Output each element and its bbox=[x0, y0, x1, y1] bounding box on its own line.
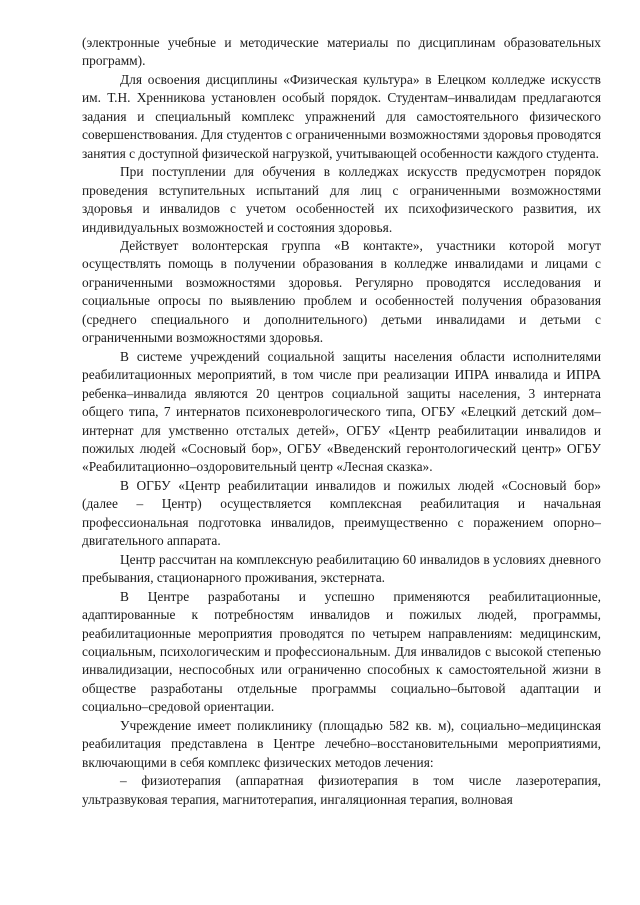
paragraph-social-protection: В системе учреждений социальной защиты населения области исполнителями реабилитационных мероприятий, в том числе при реализации ИПРА инвалида и ИПРА ребенка–инвалида являются 20 центров социальной защиты населения, 3 интерната общего типа, 7 интернатов психоневрологического типа, ОГБУ «Елецкий детский дом–интернат для умственно отсталых детей», ОГБУ «Центр реабилитации инвалидов и пожилых людей «Сосновый бор», ОГБУ «Введенский геронтологический центр» ОГБУ «Реабилитационно–оздоровительный центр «Лесная сказка». bbox=[82, 348, 601, 475]
paragraph-physical-culture: Для освоения дисциплины «Физическая культура» в Елецком колледже искусств им. Т.Н. Хренникова установлен особый порядок. Студентам–инвалидам предлагаются задания и специальный комплекс упражнений для самостоятельного физического совершенствования. Для студентов с ограниченными возможностями здоровья проводятся занятия с доступной физической нагрузкой, учитывающей особенности каждого студента. bbox=[82, 71, 601, 161]
paragraph-volunteer-group: Действует волонтерская группа «В контакте», участники которой могут осуществлять помощь в получении образования в колледже инвалидами и лицами с ограниченными возможностями здоровья. Регулярно проводятся исследования и социальные опросы по выявлению проблем и особенностей получения образования (среднего специального и дополнительного) детьми инвалидами и детьми с ограниченными возможностями здоровья. bbox=[82, 237, 601, 346]
paragraph-programs: В Центре разработаны и успешно применяются реабилитационные, адаптированные к потребностям инвалидов и пожилых людей, программы, реабилитационные мероприятия проводятся по четырем направлениям: медицинским, социальным, психологическим и профессиональным. Для инвалидов с высокой степенью инвалидизации, неспособных или ограниченно способных к самостоятельной жизни в обществе разработаны отдельные программы социально–бытовой адаптации и социально–средовой ориентации. bbox=[82, 588, 601, 715]
paragraph-continuation: (электронные учебные и методические материалы по дисциплинам образовательных программ). bbox=[82, 35, 601, 69]
paragraph-polyclinic: Учреждение имеет поликлинику (площадью 582 кв. м), социально–медицинская реабилитация представлена в Центре лечебно–восстановительными мероприятиями, включающими в себя комплекс физических методов лечения: bbox=[82, 717, 601, 770]
paragraph-admission: При поступлении для обучения в колледжах искусств предусмотрен порядок проведения вступительных испытаний для лиц с ограниченными возможностями здоровья и инвалидов с учетом особенностей их психофизического развития, их индивидуальных возможностей и состояния здоровья. bbox=[82, 164, 601, 235]
paragraph-physiotherapy: – физиотерапия (аппаратная физиотерапия в том числе лазеротерапия, ультразвуковая терапия, магнитотерапия, ингаляционная терапия, волновая bbox=[82, 773, 601, 807]
paragraph-sosnovy-bor: В ОГБУ «Центр реабилитации инвалидов и пожилых людей «Сосновый бор» (далее – Центр) осуществляется комплексная реабилитация и начальная профессиональная подготовка инвалидов, преимущественно с поражением опорно–двигательного аппарата. bbox=[82, 477, 601, 549]
paragraph-center-capacity: Центр рассчитан на комплексную реабилитацию 60 инвалидов в условиях дневного пребывания, стационарного проживания, экстерната. bbox=[82, 551, 601, 586]
document-page bbox=[82, 34, 601, 809]
